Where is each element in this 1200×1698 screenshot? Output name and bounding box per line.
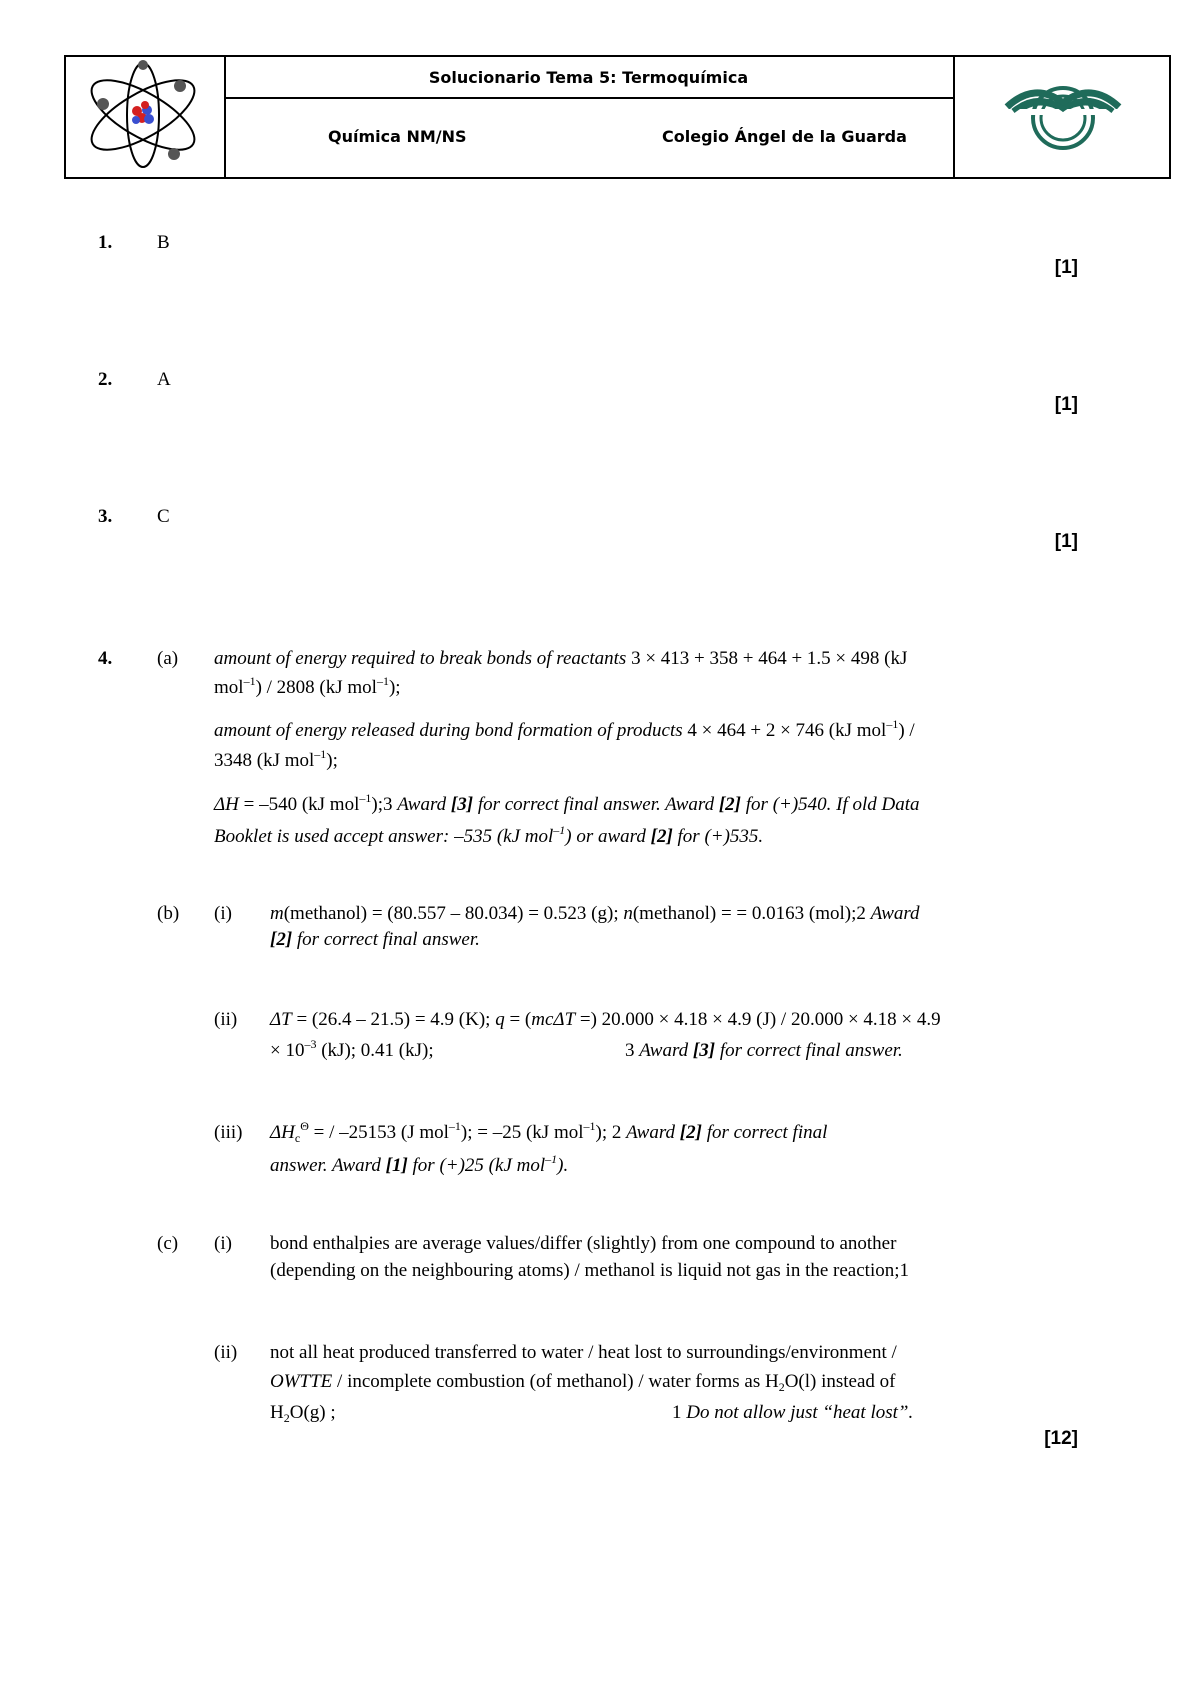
document-title: Solucionario Tema 5: Termoquímica <box>224 57 953 99</box>
part-c-i-line-1: bond enthalpies are average values/differ (slightly) from one compound to another <box>270 1233 897 1254</box>
part-c-i-line-2: (depending on the neighbouring atoms) / methanol is liquid not gas in the reaction;1 <box>270 1260 910 1281</box>
part-label: (b) <box>157 903 180 924</box>
school-logo-icon <box>1003 73 1123 159</box>
part-a-line-5: ΔH = –540 (kJ mol$^{-1}$);3 Award [3] for correct final answer. Award [2] for (+)540. If old Data <box>214 791 920 815</box>
mark: [1] <box>1054 257 1078 278</box>
part-c-ii-award: 1 Do not allow just “heat lost”. <box>672 1402 914 1423</box>
subpart-label: (iii) <box>214 1122 243 1143</box>
subpart-label: (ii) <box>214 1009 238 1030</box>
part-b-ii-line-1: ΔT = (26.4 – 21.5) = 4.9 (K); q = (mcΔT =) 20.000 × 4.18 × 4.9 (J) / 20.000 × 4.18 × 4.9 <box>270 1009 941 1030</box>
part-c-ii-line-3: $H_2O(g)$ ; <box>270 1402 336 1425</box>
mark: [1] <box>1054 394 1078 415</box>
subpart-label: (i) <box>214 1233 232 1254</box>
question-number: 3. <box>98 506 113 527</box>
part-c-ii-line-1: not all heat produced transferred to water / heat lost to surroundings/environment / <box>270 1342 897 1363</box>
question-number: 4. <box>98 648 113 669</box>
part-c-ii-line-2: OWTTE / incomplete combustion (of methanol) / water forms as $H_2O(l)$ instead of <box>270 1371 896 1394</box>
part-b-i-line-2: [2] for correct final answer. <box>270 929 480 950</box>
subject-label: Química NM/NS <box>328 127 467 146</box>
answer: C <box>157 506 170 527</box>
total-mark: [12] <box>1044 1428 1078 1449</box>
part-a-line-4: 3348 (kJ mol$^{-1}$); <box>214 747 338 771</box>
question-number: 1. <box>98 232 113 253</box>
part-b-ii-line-2: × $10^{-3}$ (kJ); 0.41 (kJ); <box>270 1037 434 1061</box>
document-header <box>64 55 1171 179</box>
part-b-iii-line-1: $\Delta H_c^\Theta$ = / –25153 (J mol$^{-1}$); = –25 (kJ mol$^{-1}$); 2 Award [2] for correct final <box>270 1119 828 1145</box>
part-a-line-2: mol$^{-1}$) / 2808 (kJ mol$^{-1}$); <box>214 674 401 698</box>
part-b-i-line-1: m(methanol) = (80.557 – 80.034) = 0.523 (g); n(methanol) = = 0.0163 (mol);2 Award <box>270 903 920 924</box>
school-label: Colegio Ángel de la Guarda <box>662 127 907 146</box>
part-a-line-6: Booklet is used accept answer: –535 (kJ mol$^{-1}$) or award [2] for (+)535. <box>214 823 764 847</box>
subpart-label: (ii) <box>214 1342 238 1363</box>
part-b-ii-award: 3 Award [3] for correct final answer. <box>625 1040 903 1061</box>
subpart-label: (i) <box>214 903 232 924</box>
mark: [1] <box>1054 531 1078 552</box>
atom-logo-icon <box>78 59 208 177</box>
answer: B <box>157 232 170 253</box>
question-number: 2. <box>98 369 113 390</box>
part-a-line-3: amount of energy released during bond formation of products 4 × 464 + 2 × 746 (kJ mol$^{-1}$) / <box>214 717 915 741</box>
part-a-line-1: amount of energy required to break bonds of reactants 3 × 413 + 358 + 464 + 1.5 × 498 (kJ <box>214 648 908 669</box>
header-left-cell <box>66 57 226 177</box>
part-b-iii-line-2: answer. Award [1] for (+)25 (kJ mol$^{-1}$). <box>270 1152 569 1176</box>
part-label: (c) <box>157 1233 179 1254</box>
header-right-cell <box>953 57 1171 177</box>
answer: A <box>157 369 171 390</box>
part-label: (a) <box>157 648 179 669</box>
header-subtitle-row <box>224 99 953 177</box>
